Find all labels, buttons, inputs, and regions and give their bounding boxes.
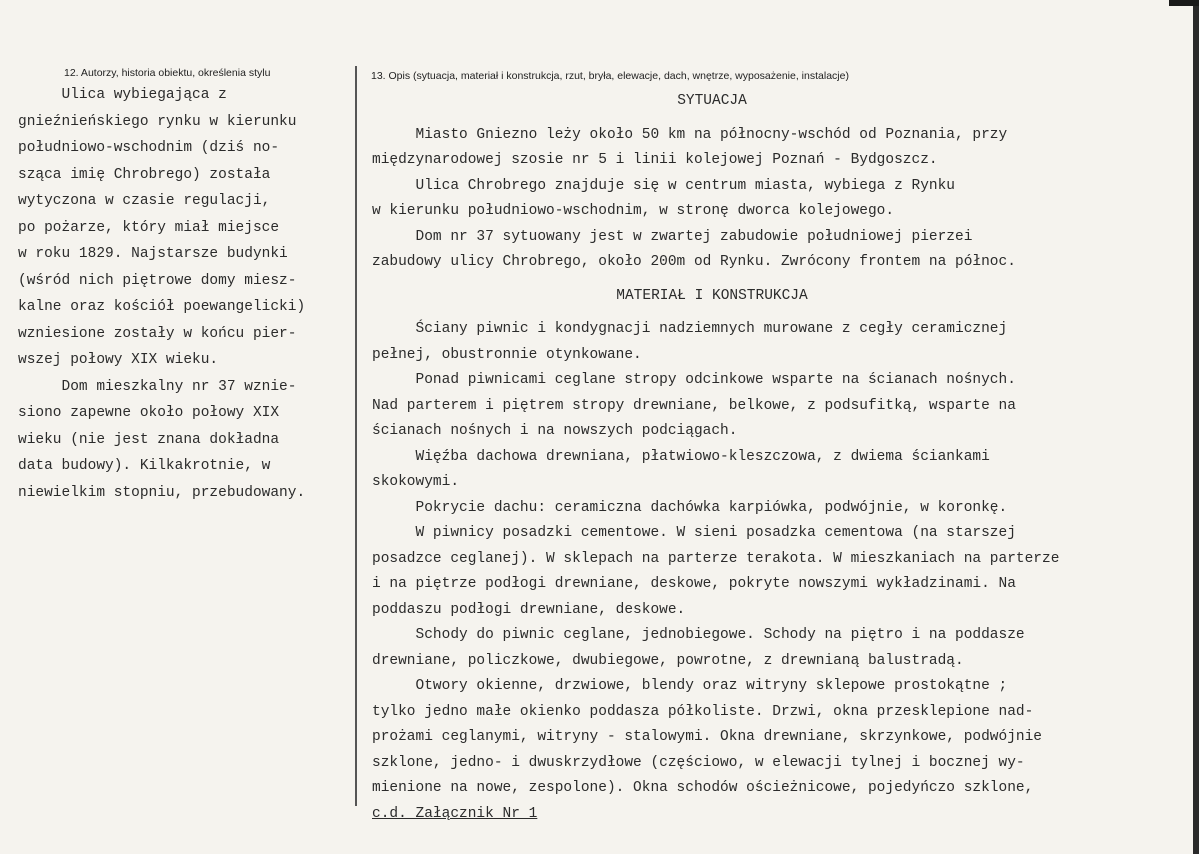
history-line: Ulica wybiegająca z [18, 87, 227, 103]
history-line: sząca imię Chrobrego) została [18, 166, 271, 183]
history-line: wszej połowy XIX wieku. [18, 352, 219, 368]
history-line: Dom mieszkalny nr 37 wznie- [18, 378, 297, 395]
material-line: Schody do piwnic ceglane, jednobiegowe. Schody na piętro i na poddasze [372, 627, 1025, 643]
material-line: Ponad piwnicami ceglane stropy odcinkowe wsparte na ścianach nośnych. [372, 372, 1016, 388]
history-line: niewielkim stopniu, przebudowany. [18, 484, 306, 501]
material-line: Więźba dachowa drewniana, płatwiowo-kleszczowa, z dwiema ściankami [372, 448, 990, 465]
description-text [372, 89, 1172, 827]
material-line: mienione na nowe, zespolone). Okna schodów ościeżnicowe, pojedyńczo szklone, [372, 780, 1034, 796]
situation-line: w kierunku południowo-wschodnim, w stronę dworca kolejowego. [372, 203, 895, 219]
material-line: skokowymi. [372, 474, 460, 490]
scan-edge-right [1193, 0, 1199, 854]
situation-line: Ulica Chrobrego znajduje się w centrum miasta, wybiega z Rynku [372, 177, 955, 194]
history-line: po pożarze, który miał miejsce [18, 219, 280, 236]
history-line: południowo-wschodnim (dziś no- [18, 140, 280, 156]
history-text [18, 82, 378, 506]
material-line: ścianach nośnych i na nowszych podciągach. [372, 423, 738, 439]
material-line: poddaszu podłogi drewniane, deskowe. [372, 601, 686, 618]
history-line: wytyczona w czasie regulacji, [18, 193, 271, 209]
material-line: W piwnicy posadzki cementowe. W sieni posadzka cementowa (na starszej [372, 525, 1016, 541]
material-line: Nad parterem i piętrem stropy drewniane, belkowe, z podsufitką, wsparte na [372, 397, 1016, 414]
material-line: posadzce ceglanej). W sklepach na parterze terakota. W mieszkaniach na parterze [372, 550, 1060, 567]
situation-line: międzynarodowej szosie nr 5 i linii kolejowej Poznań - Bydgoszcz. [372, 152, 938, 168]
history-line: (wśród nich piętrowe domy miesz- [18, 272, 297, 289]
material-line: prożami ceglanymi, witryny - stalowymi. Okna drewniane, skrzynkowe, podwójnie [372, 729, 1043, 745]
situation-line: Dom nr 37 sytuowany jest w zwartej zabudowie południowej pierzei [372, 228, 973, 245]
material-heading: MATERIAŁ I KONSTRUKCJA [616, 287, 808, 304]
left-column-title: 12. Autorzy, historia obiektu, określenia stylu [64, 67, 271, 79]
situation-heading: SYTUACJA [677, 93, 747, 109]
history-line: kalne oraz kościół poewangelicki) [18, 299, 306, 315]
history-line: wzniesione zostały w końcu pier- [18, 325, 297, 342]
history-line: data budowy). Kilkakrotnie, w [18, 458, 271, 474]
material-line: pełnej, obustronnie otynkowane. [372, 346, 642, 363]
material-line: Otwory okienne, drzwiowe, blendy oraz witryny sklepowe prostokątne ; [372, 678, 1008, 694]
continuation-note: c.d. Załącznik Nr 1 [372, 805, 538, 822]
history-line: wieku (nie jest znana dokładna [18, 431, 280, 448]
material-line: tylko jedno małe okienko poddasza półkoliste. Drzwi, okna przesklepione nad- [372, 703, 1034, 720]
material-line: drewniane, policzkowe, dwubiegowe, powrotne, z drewnianą balustradą. [372, 652, 964, 669]
material-line: Pokrycie dachu: ceramiczna dachówka karpiówka, podwójnie, w koronkę. [372, 499, 1008, 516]
history-line: w roku 1829. Najstarsze budynki [18, 246, 288, 262]
material-line: Ściany piwnic i kondygnacji nadziemnych murowane z cegły ceramicznej [372, 321, 1008, 337]
material-line: szklone, jedno- i dwuskrzydłowe (częściowo, w elewacji tylnej i bocznej wy- [372, 754, 1025, 771]
material-line: i na piętrze podłogi drewniane, deskowe, pokryte nowszymi wykładzinami. Na [372, 576, 1016, 592]
right-column-title: 13. Opis (sytuacja, materiał i konstrukcja, rzut, bryła, elewacje, dach, wnętrze, wyposażenie, instalacje) [371, 70, 849, 82]
situation-line: zabudowy ulicy Chrobrego, około 200m od Rynku. Zwrócony frontem na północ. [372, 254, 1016, 270]
scan-edge-top [1169, 0, 1199, 6]
history-line: siono zapewne około połowy XIX [18, 405, 280, 421]
history-line: gnieźnieńskiego rynku w kierunku [18, 113, 297, 130]
situation-line: Miasto Gniezno leży około 50 km na północny-wschód od Poznania, przy [372, 126, 1008, 143]
